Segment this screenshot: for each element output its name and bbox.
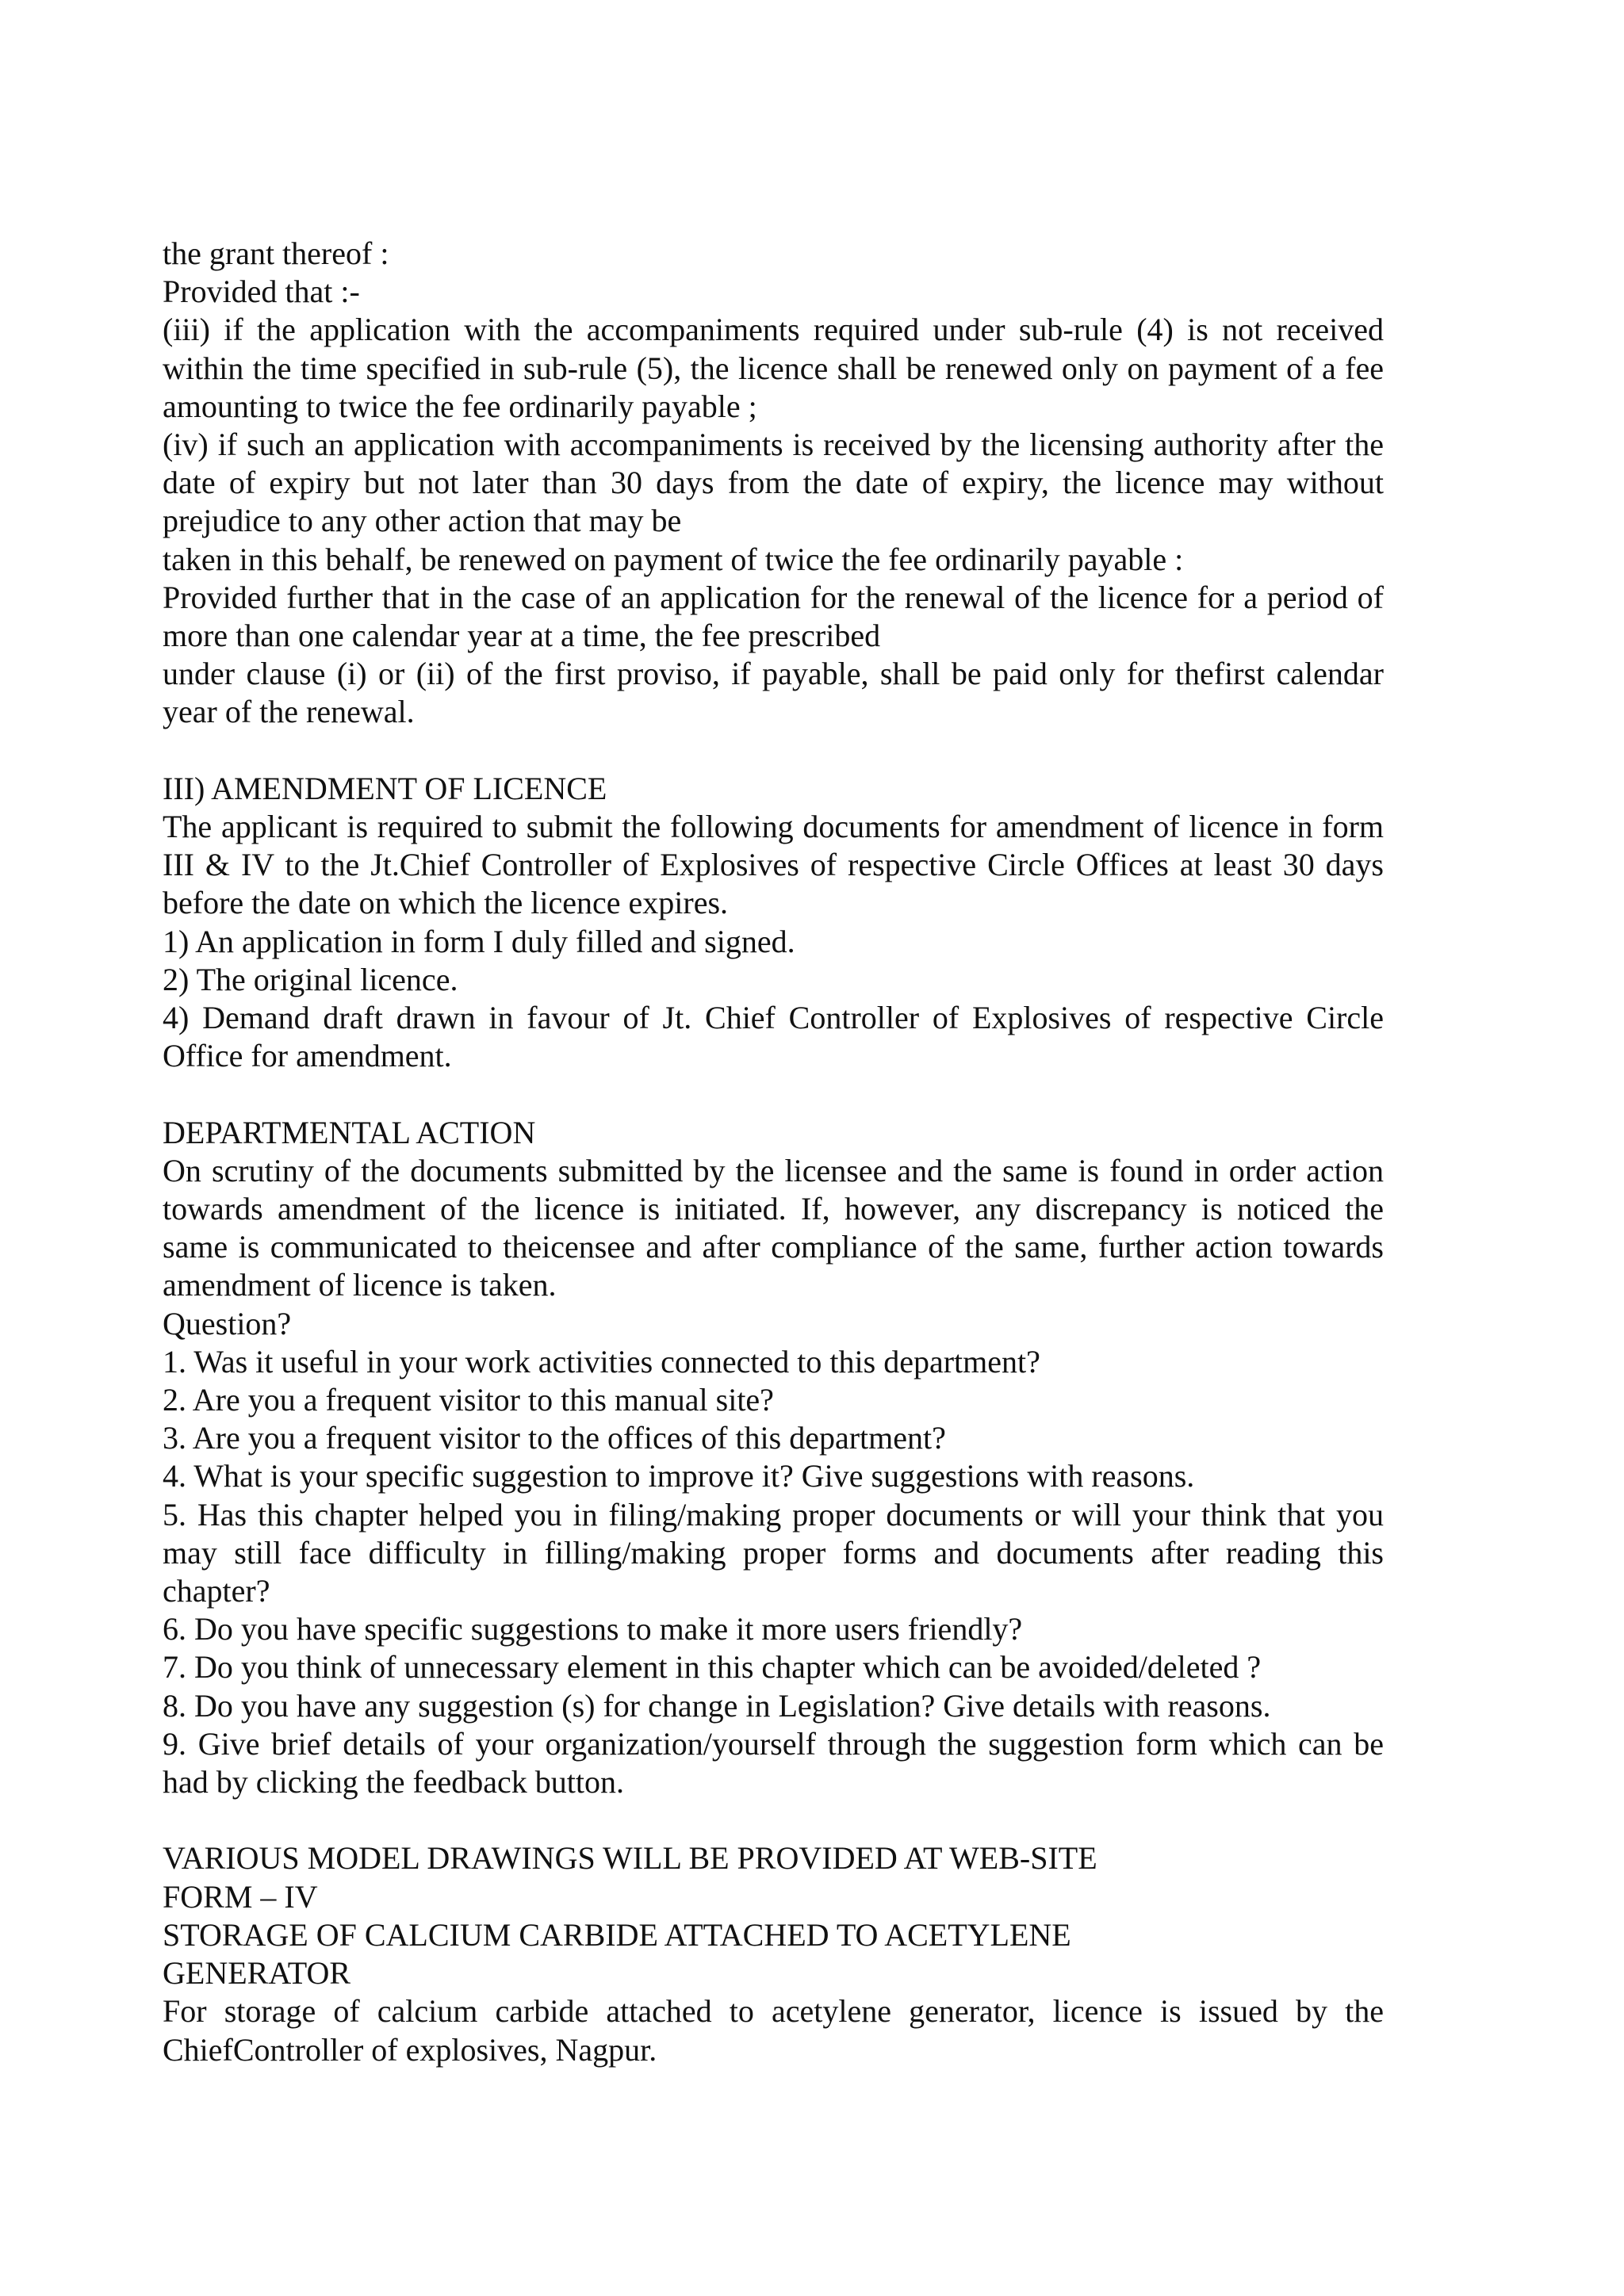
provided-that-line: Provided that :- [163,274,360,310]
proviso-iv-continuation: taken in this behalf, be renewed on payment of twice the fee ordinarily payable : [163,541,1184,577]
model-drawings-section [163,1839,1384,2068]
section-heading: DEPARTMENTAL ACTION [163,1114,536,1150]
paragraph-line: (iii) if the application with the accompaniments required under sub-rule (4) is not received [163,312,1384,348]
paragraph-line: within the time specified in sub-rule (5), the licence shall be renewed only on payment of a fee [163,350,1384,386]
question-item: 9. Give brief details of your organization/yourself through the suggestion form which can be [163,1725,1384,1762]
question-item: may still face difficulty in filling/making proper forms and documents after reading this [163,1534,1384,1571]
paragraph-last-line: amounting to twice the fee ordinarily payable ; [163,388,757,424]
list-item: 1) An application in form I duly filled and signed. [163,923,795,959]
form-subtitle: STORAGE OF CALCIUM CARBIDE ATTACHED TO ACETYLENE [163,1916,1071,1953]
section-heading: VARIOUS MODEL DRAWINGS WILL BE PROVIDED AT WEB-SITE [163,1840,1097,1877]
blank-line [163,1075,1384,1113]
document-page [163,235,1384,2069]
proviso-further-continuation [163,655,1384,731]
paragraph-last-line: before the date on which the licence expires. [163,885,729,921]
question-item: 3. Are you a frequent visitor to the offices of this department? [163,1420,946,1456]
proviso-further [163,579,1384,655]
proviso-iv [163,426,1384,541]
paragraph-line: The applicant is required to submit the following documents for amendment of licence in form [163,809,1384,845]
question-item: 2. Are you a frequent visitor to this manual site? [163,1382,774,1418]
paragraph-last-line: ChiefController of explosives, Nagpur. [163,2031,657,2068]
blank-line [163,1801,1384,1839]
paragraph-last-line: year of the renewal. [163,694,415,730]
paragraph-line: (iv) if such an application with accompaniments is received by the licensing authority after the [163,427,1384,463]
questions-section [163,1305,1384,1802]
question-item: 1. Was it useful in your work activities connected to this department? [163,1343,1040,1380]
amendment-section [163,770,1384,1076]
paragraph-last-line: prejudice to any other action that may be [163,503,682,539]
blank-line [163,732,1384,770]
paragraph-line: date of expiry but not later than 30 days from the date of expiry, the licence may without [163,465,1384,501]
list-item: 2) The original licence. [163,961,458,997]
list-item: 4) Demand draft drawn in favour of Jt. Chief Controller of Explosives of respective Circle [163,1000,1384,1036]
proviso-iii [163,311,1384,426]
section-heading: III) AMENDMENT OF LICENCE [163,770,607,806]
paragraph-line: III & IV to the Jt.Chief Controller of Explosives of respective Circle Offices at least 30 days [163,847,1384,883]
form-title: FORM – IV [163,1878,318,1915]
paragraph-line: under clause (i) or (ii) of the first proviso, if payable, shall be paid only for thefirst calendar [163,656,1384,692]
paragraph-line: On scrutiny of the documents submitted by the licensee and the same is found in order action [163,1152,1384,1188]
departmental-action-section [163,1114,1384,1305]
intro-line: the grant thereof : [163,235,389,271]
question-item-last-line: chapter? [163,1573,270,1609]
question-item: 5. Has this chapter helped you in filing/making proper documents or will your think that you [163,1496,1384,1533]
question-item: 8. Do you have any suggestion (s) for change in Legislation? Give details with reasons. [163,1687,1271,1724]
paragraph-line: For storage of calcium carbide attached to acetylene generator, licence is issued by the [163,1993,1384,2030]
form-subtitle: GENERATOR [163,1955,351,1992]
question-item: 4. What is your specific suggestion to improve it? Give suggestions with reasons. [163,1458,1195,1494]
paragraph-line: towards amendment of the licence is initiated. If, however, any discrepancy is noticed the [163,1191,1384,1227]
question-item: 6. Do you have specific suggestions to make it more users friendly? [163,1611,1023,1647]
questions-heading: Question? [163,1305,292,1341]
question-item-last-line: had by clicking the feedback button. [163,1764,625,1800]
question-item: 7. Do you think of unnecessary element in this chapter which can be avoided/deleted ? [163,1649,1262,1686]
paragraph-last-line: more than one calendar year at a time, the fee prescribed [163,618,881,654]
paragraph-last-line: amendment of licence is taken. [163,1267,557,1303]
list-item-last-line: Office for amendment. [163,1038,452,1074]
paragraph-line: Provided further that in the case of an application for the renewal of the licence for a period of [163,579,1384,615]
paragraph-line: same is communicated to theicensee and after compliance of the same, further action towards [163,1229,1384,1265]
